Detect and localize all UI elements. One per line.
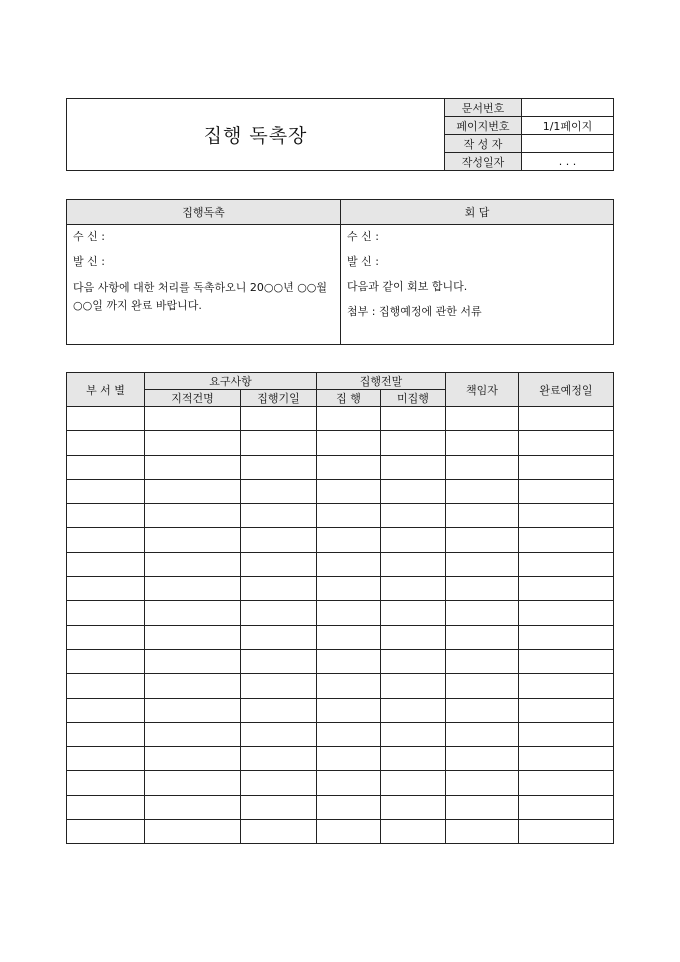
table-cell[interactable] xyxy=(446,649,519,673)
table-cell[interactable] xyxy=(67,479,145,503)
table-cell[interactable] xyxy=(241,747,317,771)
table-cell[interactable] xyxy=(241,577,317,601)
table-cell[interactable] xyxy=(241,552,317,576)
reply-sender[interactable]: 발 신 : xyxy=(347,255,379,268)
table-cell[interactable] xyxy=(67,577,145,601)
table-row xyxy=(67,771,614,795)
table-row xyxy=(67,455,614,479)
table-row xyxy=(67,431,614,455)
table-row xyxy=(67,747,614,771)
table-row xyxy=(67,577,614,601)
doc-number-label: 문서번호 xyxy=(445,99,522,117)
table-cell[interactable] xyxy=(241,698,317,722)
document-header xyxy=(66,98,614,171)
tracking-table xyxy=(66,372,614,844)
table-cell[interactable] xyxy=(317,407,381,431)
table-cell[interactable] xyxy=(381,698,446,722)
table-cell[interactable] xyxy=(381,455,446,479)
doc-number-value[interactable] xyxy=(522,99,614,117)
table-cell[interactable] xyxy=(446,722,519,746)
request-col-title: 지적건명 xyxy=(145,390,241,407)
reply-attachment: 첨부 : 집행예정에 관한 서류 xyxy=(347,305,482,318)
table-row xyxy=(67,820,614,844)
table-cell[interactable] xyxy=(381,625,446,649)
table-cell[interactable] xyxy=(67,407,145,431)
table-cell[interactable] xyxy=(446,407,519,431)
table-cell[interactable] xyxy=(145,504,241,528)
table-cell[interactable] xyxy=(67,649,145,673)
table-cell[interactable] xyxy=(241,528,317,552)
table-cell[interactable] xyxy=(145,820,241,844)
table-cell[interactable] xyxy=(145,722,241,746)
table-cell[interactable] xyxy=(317,528,381,552)
table-cell[interactable] xyxy=(519,504,614,528)
table-cell[interactable] xyxy=(381,407,446,431)
table-cell[interactable] xyxy=(381,820,446,844)
table-cell[interactable] xyxy=(519,552,614,576)
table-cell[interactable] xyxy=(519,455,614,479)
table-cell[interactable] xyxy=(446,747,519,771)
table-cell[interactable] xyxy=(67,674,145,698)
table-cell[interactable] xyxy=(241,649,317,673)
table-cell[interactable] xyxy=(381,479,446,503)
table-cell[interactable] xyxy=(519,577,614,601)
table-cell[interactable] xyxy=(317,479,381,503)
table-cell[interactable] xyxy=(317,431,381,455)
progress-group-header: 집행전말 xyxy=(317,373,446,390)
table-cell[interactable] xyxy=(317,747,381,771)
table-cell[interactable] xyxy=(317,820,381,844)
table-cell[interactable] xyxy=(317,552,381,576)
table-cell[interactable] xyxy=(145,649,241,673)
table-cell[interactable] xyxy=(446,771,519,795)
table-cell[interactable] xyxy=(67,528,145,552)
table-row xyxy=(67,722,614,746)
table-cell[interactable] xyxy=(145,455,241,479)
table-cell[interactable] xyxy=(145,431,241,455)
table-cell[interactable] xyxy=(381,601,446,625)
table-cell[interactable] xyxy=(446,528,519,552)
table-cell[interactable] xyxy=(381,649,446,673)
table-cell[interactable] xyxy=(381,771,446,795)
author-value[interactable] xyxy=(522,135,614,153)
table-cell[interactable] xyxy=(67,698,145,722)
table-cell[interactable] xyxy=(241,407,317,431)
table-cell[interactable] xyxy=(67,431,145,455)
table-cell[interactable] xyxy=(519,722,614,746)
table-cell[interactable] xyxy=(317,649,381,673)
notice-sender[interactable]: 발 신 : xyxy=(73,255,105,268)
progress-col-done: 집 행 xyxy=(317,390,381,407)
notice-text: 다음 사항에 대한 처리를 독촉하오니 20○○년 ○○월 ○○일 까지 완료 바랍니다. xyxy=(73,281,328,312)
table-cell[interactable] xyxy=(145,479,241,503)
table-cell[interactable] xyxy=(446,504,519,528)
table-cell[interactable] xyxy=(317,674,381,698)
reply-heading: 회 답 xyxy=(341,200,614,225)
table-cell[interactable] xyxy=(519,771,614,795)
table-row xyxy=(67,407,614,431)
table-cell[interactable] xyxy=(446,698,519,722)
table-cell[interactable] xyxy=(446,674,519,698)
table-cell[interactable] xyxy=(446,601,519,625)
table-cell[interactable] xyxy=(241,771,317,795)
table-cell[interactable] xyxy=(446,431,519,455)
notice-body xyxy=(67,225,341,345)
table-cell[interactable] xyxy=(317,601,381,625)
table-cell[interactable] xyxy=(241,722,317,746)
table-cell[interactable] xyxy=(381,552,446,576)
table-cell[interactable] xyxy=(381,674,446,698)
table-cell[interactable] xyxy=(381,504,446,528)
notice-recipient[interactable]: 수 신 : xyxy=(73,230,105,243)
table-cell[interactable] xyxy=(67,504,145,528)
table-cell[interactable] xyxy=(519,479,614,503)
table-cell[interactable] xyxy=(519,431,614,455)
table-cell[interactable] xyxy=(519,601,614,625)
table-cell[interactable] xyxy=(446,479,519,503)
table-cell[interactable] xyxy=(446,820,519,844)
request-group-header: 요구사항 xyxy=(145,373,317,390)
table-cell[interactable] xyxy=(145,795,241,819)
table-cell[interactable] xyxy=(519,649,614,673)
table-cell[interactable] xyxy=(317,795,381,819)
reply-recipient[interactable]: 수 신 : xyxy=(347,230,379,243)
table-cell[interactable] xyxy=(317,504,381,528)
table-cell[interactable] xyxy=(241,479,317,503)
table-cell[interactable] xyxy=(145,771,241,795)
table-cell[interactable] xyxy=(67,722,145,746)
table-cell[interactable] xyxy=(317,455,381,479)
document-title: 집행 독촉장 xyxy=(67,99,445,171)
table-cell[interactable] xyxy=(241,674,317,698)
table-cell[interactable] xyxy=(67,455,145,479)
progress-col-pending: 미집행 xyxy=(381,390,446,407)
page-number-label: 페이지번호 xyxy=(445,117,522,135)
table-cell[interactable] xyxy=(241,820,317,844)
table-cell[interactable] xyxy=(67,625,145,649)
table-cell[interactable] xyxy=(381,431,446,455)
table-cell[interactable] xyxy=(446,577,519,601)
table-cell[interactable] xyxy=(145,528,241,552)
table-row xyxy=(67,625,614,649)
table-cell[interactable] xyxy=(317,771,381,795)
table-cell[interactable] xyxy=(145,601,241,625)
table-cell[interactable] xyxy=(67,820,145,844)
table-cell[interactable] xyxy=(381,747,446,771)
table-row xyxy=(67,649,614,673)
table-cell[interactable] xyxy=(519,747,614,771)
date-label: 작성일자 xyxy=(445,153,522,171)
tracking-rows xyxy=(67,407,614,844)
table-cell[interactable] xyxy=(241,601,317,625)
table-cell[interactable] xyxy=(67,601,145,625)
table-cell[interactable] xyxy=(67,771,145,795)
table-cell[interactable] xyxy=(67,795,145,819)
table-cell[interactable] xyxy=(241,625,317,649)
table-row xyxy=(67,552,614,576)
table-cell[interactable] xyxy=(241,455,317,479)
table-cell[interactable] xyxy=(317,722,381,746)
table-cell[interactable] xyxy=(519,795,614,819)
table-row xyxy=(67,601,614,625)
table-cell[interactable] xyxy=(145,747,241,771)
dept-header: 부 서 별 xyxy=(67,373,145,407)
table-cell[interactable] xyxy=(519,698,614,722)
table-cell[interactable] xyxy=(519,625,614,649)
notice-heading: 집행독촉 xyxy=(67,200,341,225)
table-row xyxy=(67,504,614,528)
table-cell[interactable] xyxy=(381,722,446,746)
owner-header: 책임자 xyxy=(446,373,519,407)
table-cell[interactable] xyxy=(446,625,519,649)
table-cell[interactable] xyxy=(317,698,381,722)
date-value[interactable]: . . . xyxy=(522,153,614,171)
table-cell[interactable] xyxy=(241,504,317,528)
table-cell[interactable] xyxy=(519,528,614,552)
table-cell[interactable] xyxy=(145,552,241,576)
page-number-value: 1/1페이지 xyxy=(522,117,614,135)
table-cell[interactable] xyxy=(317,625,381,649)
table-cell[interactable] xyxy=(145,577,241,601)
table-row xyxy=(67,479,614,503)
table-cell[interactable] xyxy=(67,552,145,576)
table-cell[interactable] xyxy=(145,625,241,649)
table-row xyxy=(67,698,614,722)
table-cell[interactable] xyxy=(446,455,519,479)
request-col-date: 집행기일 xyxy=(241,390,317,407)
author-label: 작 성 자 xyxy=(445,135,522,153)
table-row xyxy=(67,674,614,698)
table-row xyxy=(67,528,614,552)
table-cell[interactable] xyxy=(519,407,614,431)
table-cell[interactable] xyxy=(381,528,446,552)
due-header: 완료예정일 xyxy=(519,373,614,407)
reply-text: 다음과 같이 회보 합니다. xyxy=(347,280,468,293)
table-cell[interactable] xyxy=(381,795,446,819)
reply-body xyxy=(341,225,614,345)
table-cell[interactable] xyxy=(519,674,614,698)
table-cell[interactable] xyxy=(241,795,317,819)
table-cell[interactable] xyxy=(446,795,519,819)
table-row xyxy=(67,795,614,819)
table-cell[interactable] xyxy=(145,698,241,722)
table-cell[interactable] xyxy=(67,747,145,771)
table-cell[interactable] xyxy=(317,577,381,601)
notice-reply-table xyxy=(66,199,614,345)
table-cell[interactable] xyxy=(519,820,614,844)
table-cell[interactable] xyxy=(145,674,241,698)
table-cell[interactable] xyxy=(381,577,446,601)
table-cell[interactable] xyxy=(446,552,519,576)
table-cell[interactable] xyxy=(241,431,317,455)
table-cell[interactable] xyxy=(145,407,241,431)
